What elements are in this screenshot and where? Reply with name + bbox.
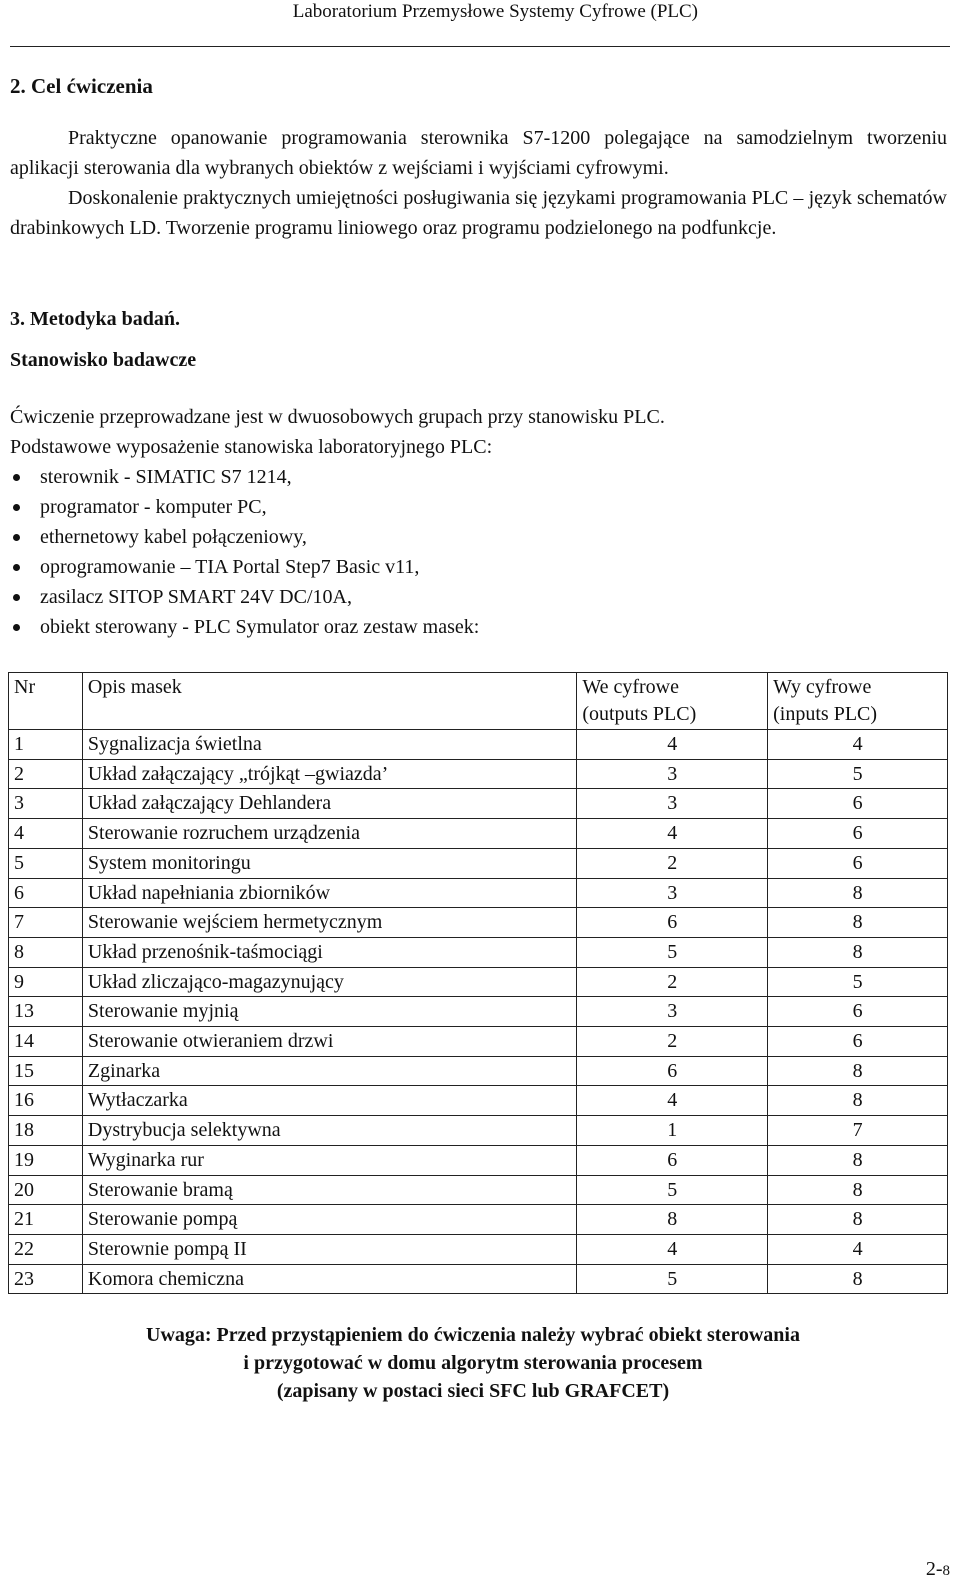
table-row: [9, 1086, 948, 1116]
cell-nr: 7: [9, 908, 83, 938]
cell-we: 5: [577, 1175, 768, 1205]
cell-nr: 2: [9, 759, 83, 789]
list-item: sterownik - SIMATIC S7 1214,: [10, 462, 479, 492]
cell-opis: Zginarka: [82, 1056, 576, 1086]
table-row: [9, 1234, 948, 1264]
cell-we: 2: [577, 1027, 768, 1057]
cell-wy: 4: [768, 1234, 948, 1264]
cell-nr: 9: [9, 967, 83, 997]
cell-wy: 6: [768, 819, 948, 849]
equipment-intro: [10, 402, 665, 462]
table-row: [9, 1175, 948, 1205]
list-item: oprogramowanie – TIA Portal Step7 Basic v11,: [10, 552, 479, 582]
table-row: [9, 1145, 948, 1175]
cell-nr: 23: [9, 1264, 83, 1294]
cell-opis: System monitoringu: [82, 848, 576, 878]
cell-wy: 6: [768, 789, 948, 819]
cell-we: 6: [577, 908, 768, 938]
cell-nr: 15: [9, 1056, 83, 1086]
cell-opis: Wytłaczarka: [82, 1086, 576, 1116]
cell-wy: 5: [768, 967, 948, 997]
table-header-row: [9, 673, 948, 730]
bullet-icon: [13, 504, 20, 511]
cell-nr: 3: [9, 789, 83, 819]
cell-wy: 8: [768, 1145, 948, 1175]
cell-we: 5: [577, 1264, 768, 1294]
cell-nr: 21: [9, 1205, 83, 1235]
cell-nr: 13: [9, 997, 83, 1027]
list-item: zasilacz SITOP SMART 24V DC/10A,: [10, 582, 479, 612]
header-we: We cyfrowe (outputs PLC): [577, 673, 768, 730]
masks-table: [8, 672, 948, 1294]
section-2-body: [10, 123, 947, 243]
header-wy: Wy cyfrowe (inputs PLC): [768, 673, 948, 730]
bullet-icon: [13, 624, 20, 631]
page-number: 2-8: [925, 1558, 950, 1580]
cell-nr: 1: [9, 730, 83, 760]
cell-nr: 20: [9, 1175, 83, 1205]
cell-opis: Komora chemiczna: [82, 1264, 576, 1294]
header-opis: Opis masek: [82, 673, 576, 730]
cell-opis: Układ załączający Dehlandera: [82, 789, 576, 819]
cell-opis: Układ napełniania zbiorników: [82, 878, 576, 908]
table-row: [9, 789, 948, 819]
cell-we: 4: [577, 819, 768, 849]
section-3-heading: 3. Metodyka badań.: [10, 308, 181, 330]
note-line-1: Uwaga: Przed przystąpieniem do ćwiczenia należy wybrać obiekt sterowania: [146, 1324, 800, 1346]
goal-paragraph-1: Praktyczne opanowanie programowania sterownika S7-1200 polegające na samodzielnym tworzeniu aplikacji sterowania dla wybranych obiektów z wejściami i wyjściami cyfrowymi.: [10, 127, 947, 179]
table-row: [9, 937, 948, 967]
cell-we: 3: [577, 759, 768, 789]
cell-we: 3: [577, 789, 768, 819]
cell-we: 2: [577, 848, 768, 878]
cell-we: 6: [577, 1056, 768, 1086]
cell-opis: Sterowanie rozruchem urządzenia: [82, 819, 576, 849]
cell-we: 4: [577, 1086, 768, 1116]
cell-nr: 19: [9, 1145, 83, 1175]
cell-wy: 8: [768, 1205, 948, 1235]
cell-we: 4: [577, 1234, 768, 1264]
page-header: [10, 0, 950, 47]
cell-we: 5: [577, 937, 768, 967]
cell-wy: 6: [768, 848, 948, 878]
header-nr: Nr: [9, 673, 83, 730]
table-row: [9, 1027, 948, 1057]
table-row: [9, 878, 948, 908]
table-row: [9, 1205, 948, 1235]
cell-opis: Sterowanie bramą: [82, 1175, 576, 1205]
cell-we: 8: [577, 1205, 768, 1235]
cell-wy: 6: [768, 997, 948, 1027]
table-row: [9, 1264, 948, 1294]
table-row: [9, 730, 948, 760]
table-row: [9, 908, 948, 938]
cell-we: 3: [577, 997, 768, 1027]
list-item: ethernetowy kabel połączeniowy,: [10, 522, 479, 552]
cell-wy: 8: [768, 1175, 948, 1205]
table-row: [9, 848, 948, 878]
cell-we: 4: [577, 730, 768, 760]
table-row: [9, 997, 948, 1027]
cell-wy: 8: [768, 908, 948, 938]
cell-wy: 8: [768, 878, 948, 908]
cell-nr: 14: [9, 1027, 83, 1057]
intro-line-1: Ćwiczenie przeprowadzane jest w dwuosobowych grupach przy stanowisku PLC.: [10, 406, 665, 428]
cell-wy: 4: [768, 730, 948, 760]
cell-wy: 6: [768, 1027, 948, 1057]
cell-we: 2: [577, 967, 768, 997]
table-row: [9, 1056, 948, 1086]
cell-we: 3: [577, 878, 768, 908]
table-body: [9, 730, 948, 1294]
note-line-3: (zapisany w postaci sieci SFC lub GRAFCET): [276, 1380, 670, 1402]
intro-line-2: Podstawowe wyposażenie stanowiska laboratoryjnego PLC:: [10, 436, 493, 458]
bullet-icon: [13, 594, 20, 601]
bullet-icon: [13, 564, 20, 571]
cell-opis: Dystrybucja selektywna: [82, 1116, 576, 1146]
list-item: programator - komputer PC,: [10, 492, 479, 522]
cell-opis: Układ przenośnik-taśmociągi: [82, 937, 576, 967]
note: [0, 1321, 946, 1405]
cell-opis: Sterowanie wejściem hermetycznym: [82, 908, 576, 938]
equipment-list: [10, 462, 479, 642]
table-row: [9, 1116, 948, 1146]
cell-nr: 22: [9, 1234, 83, 1264]
stanowisko-heading: Stanowisko badawcze: [10, 349, 197, 371]
cell-we: 6: [577, 1145, 768, 1175]
cell-opis: Układ załączający „trójkąt –gwiazda’: [82, 759, 576, 789]
cell-nr: 8: [9, 937, 83, 967]
cell-wy: 5: [768, 759, 948, 789]
table-row: [9, 819, 948, 849]
cell-wy: 8: [768, 1056, 948, 1086]
cell-we: 1: [577, 1116, 768, 1146]
cell-nr: 4: [9, 819, 83, 849]
cell-wy: 8: [768, 937, 948, 967]
cell-wy: 7: [768, 1116, 948, 1146]
cell-nr: 6: [9, 878, 83, 908]
cell-opis: Sterowanie otwieraniem drzwi: [82, 1027, 576, 1057]
list-item: obiekt sterowany - PLC Symulator oraz zestaw masek:: [10, 612, 479, 642]
cell-opis: Sygnalizacja świetlna: [82, 730, 576, 760]
header-title: Laboratorium Przemysłowe Systemy Cyfrowe (PLC): [292, 1, 698, 22]
goal-paragraph-2: Doskonalenie praktycznych umiejętności posługiwania się językami programowania PLC – język schematów drabinkowych LD. Tworzenie programu liniowego oraz programu podzielonego na podfunkcje.: [10, 187, 947, 239]
cell-opis: Sterowanie myjnią: [82, 997, 576, 1027]
bullet-icon: [13, 534, 20, 541]
cell-opis: Wyginarka rur: [82, 1145, 576, 1175]
cell-nr: 5: [9, 848, 83, 878]
note-line-2: i przygotować w domu algorytm sterowania procesem: [243, 1352, 703, 1374]
cell-opis: Sterownie pompą II: [82, 1234, 576, 1264]
table-row: [9, 759, 948, 789]
cell-wy: 8: [768, 1264, 948, 1294]
cell-opis: Układ zliczająco-magazynujący: [82, 967, 576, 997]
cell-opis: Sterowanie pompą: [82, 1205, 576, 1235]
bullet-icon: [13, 474, 20, 481]
cell-nr: 16: [9, 1086, 83, 1116]
cell-wy: 8: [768, 1086, 948, 1116]
cell-nr: 18: [9, 1116, 83, 1146]
section-2-heading: 2. Cel ćwiczenia: [10, 74, 153, 98]
table-row: [9, 967, 948, 997]
